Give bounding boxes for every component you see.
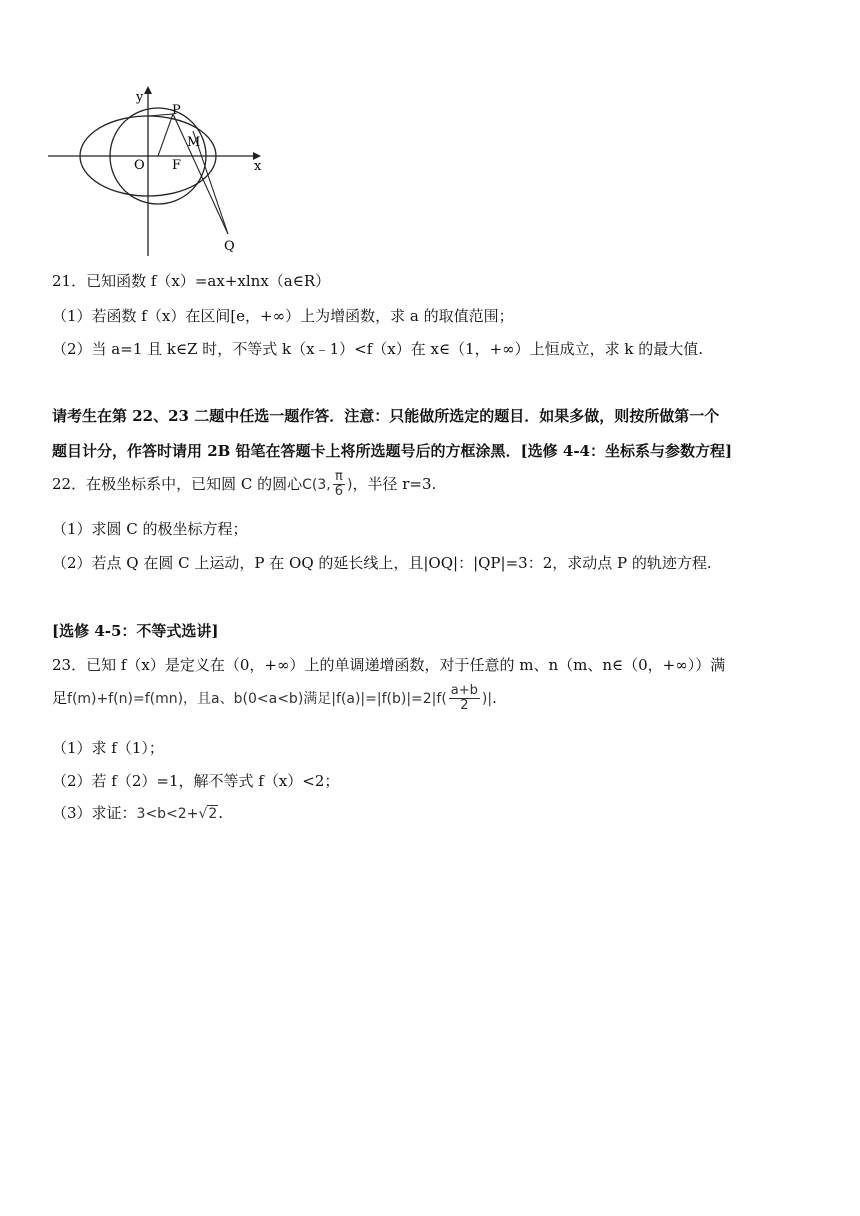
q23-part3-end: .: [218, 804, 224, 822]
q23-line2-pre: 足: [52, 688, 68, 707]
q23-part3-pre: （3）求证：: [52, 804, 137, 822]
x-label: x: [254, 159, 262, 174]
point-p-label: P: [172, 103, 181, 118]
q22-stem-pre: 22．在极坐标系中，已知圆 C 的圆心: [52, 474, 303, 493]
q22-stem-post: ，半径 r=3.: [352, 474, 437, 493]
q22-frac-num: π: [334, 469, 343, 484]
y-label: y: [136, 90, 144, 105]
q21-part1: （1）若函数 f（x）在区间[e，+∞）上为增函数，求 a 的取值范围；: [52, 307, 514, 325]
q21-stem: 21．已知函数 f（x）=ax+xlnx（a∈R）: [52, 272, 331, 290]
q22-stem: [52, 470, 436, 500]
q23-line2: [52, 684, 497, 714]
q23-frac-num: a+b: [450, 683, 478, 698]
point-m-label: M: [187, 135, 201, 150]
q22-fraction: [333, 470, 345, 500]
sqrt-arg: 2: [208, 806, 218, 822]
line-pq: [173, 114, 228, 234]
q23-part2: （2）若 f（2）=1，解不等式 f（x）<2；: [52, 772, 340, 790]
origin-label: O: [134, 158, 145, 173]
q21-part2: （2）当 a=1 且 k∈Z 时，不等式 k（x﹣1）<f（x）在 x∈（1，+∞）上恒成立，求 k 的最大值.: [52, 340, 704, 358]
focus-label: F: [172, 158, 182, 173]
q22-frac-den: 6: [334, 484, 343, 500]
q22-center-pre: C(3,: [302, 476, 331, 493]
q23-line1: 23．已知 f（x）是定义在（0，+∞）上的单调递增函数，对于任意的 m、n（m、n∈（0，+∞））满: [52, 656, 726, 674]
q22-part1: （1）求圆 C 的极坐标方程；: [52, 520, 248, 538]
q23-part3: [52, 802, 223, 823]
q22-center-post: ): [347, 476, 353, 493]
figure-svg: [48, 84, 268, 260]
notice-line1: 请考生在第 22、23 二题中任选一题作答．注意：只能做所选定的题目．如果多做，则按所做第一个: [52, 407, 720, 425]
line-pf: [158, 114, 173, 156]
y-axis-arrow: [144, 86, 152, 94]
section-4-5-heading: [选修 4-5：不等式选讲]: [52, 622, 219, 640]
point-q-label: Q: [224, 239, 235, 254]
q23-part1: （1）求 f（1）；: [52, 739, 164, 757]
q23-fraction: [449, 684, 480, 714]
q22-center-formula: [302, 470, 352, 500]
notice-line2: 题目计分，作答时请用 2B 铅笔在答题卡上将所选题号后的方框涂黑．[选修 4-4：坐标系与参数方程]: [52, 442, 733, 460]
q23-ineq-pre: 3<b<2+: [136, 806, 199, 822]
q23-inequality: [137, 806, 219, 822]
q23-frac-den: 2: [460, 698, 469, 714]
q23-line2-end: .: [492, 688, 497, 707]
q22-part2: （2）若点 Q 在圆 C 上运动，P 在 OQ 的延长线上，且|OQ|：|QP|=3：2，求动点 P 的轨迹方程.: [52, 554, 712, 572]
line-top: [148, 114, 173, 116]
sqrt-symbol: √2: [198, 806, 218, 822]
q23-eq-main: f(m)+f(n)=f(mn)，且a、b(0<a<b)满足|f(a)|=|f(b)|=2|f(: [67, 690, 447, 707]
q23-equation: [67, 684, 492, 714]
q23-eq-post: )|: [481, 690, 493, 707]
ellipse-figure: [48, 84, 268, 260]
